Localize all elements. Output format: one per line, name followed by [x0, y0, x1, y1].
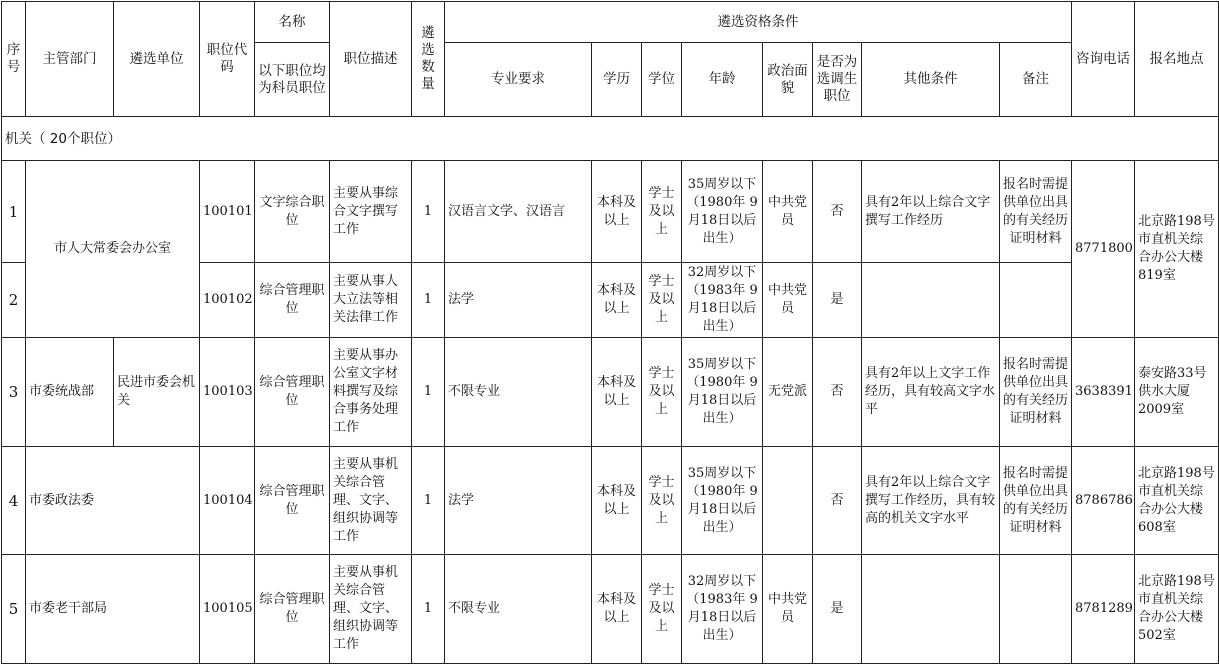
- table-row: [2, 161, 1219, 263]
- row-seq: 1: [2, 161, 26, 263]
- header-desc: 职位描述: [330, 2, 412, 117]
- row-political: 中共党员: [763, 555, 813, 664]
- row-age: 32周岁以下（1983年 9月18日以后出生）: [682, 555, 763, 664]
- row-dept: 市委老干部局: [26, 555, 200, 664]
- row-count: 1: [412, 555, 445, 664]
- row-note: [1000, 263, 1072, 338]
- row-degree: 学士及以上: [642, 263, 682, 338]
- header-degree: 学位: [642, 43, 682, 117]
- row-unit: 民进市委会机关: [114, 338, 200, 447]
- row-edu: 本科及以上: [592, 338, 642, 447]
- row-name: 综合管理职位: [255, 263, 330, 338]
- row-selected: 是: [813, 555, 862, 664]
- row-other: [862, 555, 1000, 664]
- row-phone: 8781289: [1072, 555, 1135, 664]
- row-dept: 市委统战部: [26, 338, 114, 447]
- header-name-group: 名称: [255, 2, 330, 43]
- row-other: [862, 263, 1000, 338]
- row-degree: 学士及以上: [642, 161, 682, 263]
- section-title: 机关（ 20个职位）: [2, 117, 1219, 161]
- header-note: 备注: [1000, 43, 1072, 117]
- row-other: 具有2年以上综合文字撰写工作经历: [862, 161, 1000, 263]
- row-code: 100102: [200, 263, 255, 338]
- row-name: 文字综合职位: [255, 161, 330, 263]
- row-major: 不限专业: [445, 338, 592, 447]
- row-phone: 8786786: [1072, 447, 1135, 555]
- row-other: 具有2年以上文字工作经历，具有较高文字水平: [862, 338, 1000, 447]
- header-other: 其他条件: [862, 43, 1000, 117]
- header-age: 年龄: [682, 43, 763, 117]
- header-selected: 是否为选调生职位: [813, 43, 862, 117]
- recruitment-table: [1, 1, 1219, 664]
- header-code: 职位代码: [200, 2, 255, 117]
- table-row: [2, 555, 1219, 664]
- header-unit: 遴选单位: [114, 2, 200, 117]
- row-selected: 否: [813, 161, 862, 263]
- row-political: 中共党员: [763, 161, 813, 263]
- row-edu: 本科及以上: [592, 447, 642, 555]
- row-degree: 学士及以上: [642, 447, 682, 555]
- row-place: 泰安路33号供水大厦2009室: [1135, 338, 1219, 447]
- row-desc: 主要从事人大立法等相关法律工作: [330, 263, 412, 338]
- row-edu: 本科及以上: [592, 263, 642, 338]
- row-place: 北京路198号市直机关综合办公大楼608室: [1135, 447, 1219, 555]
- table-row: [2, 338, 1219, 447]
- row-degree: 学士及以上: [642, 555, 682, 664]
- row-political: 中共党员: [763, 263, 813, 338]
- row-dept: 市人大常委会办公室: [26, 161, 200, 338]
- row-name: 综合管理职位: [255, 555, 330, 664]
- row-count: 1: [412, 263, 445, 338]
- row-note: 报名时需提供单位出具的有关经历证明材料: [1000, 161, 1072, 263]
- row-age: 35周岁以下（1980年 9月18日以后出生）: [682, 161, 763, 263]
- row-political: 无党派: [763, 338, 813, 447]
- header-conditions-group: 遴选资格条件: [445, 2, 1072, 43]
- row-code: 100103: [200, 338, 255, 447]
- row-desc: 主要从事综合文字撰写工作: [330, 161, 412, 263]
- header-place: 报名地点: [1135, 2, 1219, 117]
- row-code: 100104: [200, 447, 255, 555]
- row-major: 汉语言文学、汉语言: [445, 161, 592, 263]
- row-major: 法学: [445, 263, 592, 338]
- row-name: 综合管理职位: [255, 338, 330, 447]
- row-selected: 否: [813, 447, 862, 555]
- row-phone: 8771800: [1072, 161, 1135, 338]
- header-edu: 学历: [592, 43, 642, 117]
- row-seq: 5: [2, 555, 26, 664]
- row-name: 综合管理职位: [255, 447, 330, 555]
- row-dept: 市委政法委: [26, 447, 200, 555]
- row-phone: 3638391: [1072, 338, 1135, 447]
- row-age: 35周岁以下（1980年 9月18日以后出生）: [682, 447, 763, 555]
- row-count: 1: [412, 161, 445, 263]
- row-code: 100101: [200, 161, 255, 263]
- row-note: [1000, 555, 1072, 664]
- row-count: 1: [412, 338, 445, 447]
- row-selected: 是: [813, 263, 862, 338]
- row-major: 不限专业: [445, 555, 592, 664]
- row-place: 北京路198号市直机关综合办公大楼502室: [1135, 555, 1219, 664]
- row-political: [763, 447, 813, 555]
- row-other: 具有2年以上综合文字撰写工作经历，具有较高的机关文字水平: [862, 447, 1000, 555]
- row-edu: 本科及以上: [592, 555, 642, 664]
- header-seq: 序号: [2, 2, 26, 117]
- header-dept: 主管部门: [26, 2, 114, 117]
- row-seq: 4: [2, 447, 26, 555]
- header-name-sub: 以下职位均为科员职位: [255, 43, 330, 117]
- row-count: 1: [412, 447, 445, 555]
- row-seq: 2: [2, 263, 26, 338]
- header-major: 专业要求: [445, 43, 592, 117]
- header-count: 遴选数量: [412, 2, 445, 117]
- row-edu: 本科及以上: [592, 161, 642, 263]
- row-age: 32周岁以下（1983年 9月18日以后出生）: [682, 263, 763, 338]
- row-place: 北京路198号市直机关综合办公大楼819室: [1135, 161, 1219, 338]
- row-degree: 学士及以上: [642, 338, 682, 447]
- row-major: 法学: [445, 447, 592, 555]
- row-note: 报名时需提供单位出具的有关经历证明材料: [1000, 338, 1072, 447]
- row-desc: 主要从事机关综合管理、文字、组织协调等工作: [330, 555, 412, 664]
- row-seq: 3: [2, 338, 26, 447]
- row-age: 35周岁以下（1980年 9月18日以后出生）: [682, 338, 763, 447]
- header-political: 政治面貌: [763, 43, 813, 117]
- row-desc: 主要从事机关综合管理、文字、组织协调等工作: [330, 447, 412, 555]
- row-note: 报名时需提供单位出具的有关经历证明材料: [1000, 447, 1072, 555]
- header-phone: 咨询电话: [1072, 2, 1135, 117]
- row-desc: 主要从事办公室文字材料撰写及综合事务处理工作: [330, 338, 412, 447]
- table-row: [2, 447, 1219, 555]
- row-code: 100105: [200, 555, 255, 664]
- row-selected: 否: [813, 338, 862, 447]
